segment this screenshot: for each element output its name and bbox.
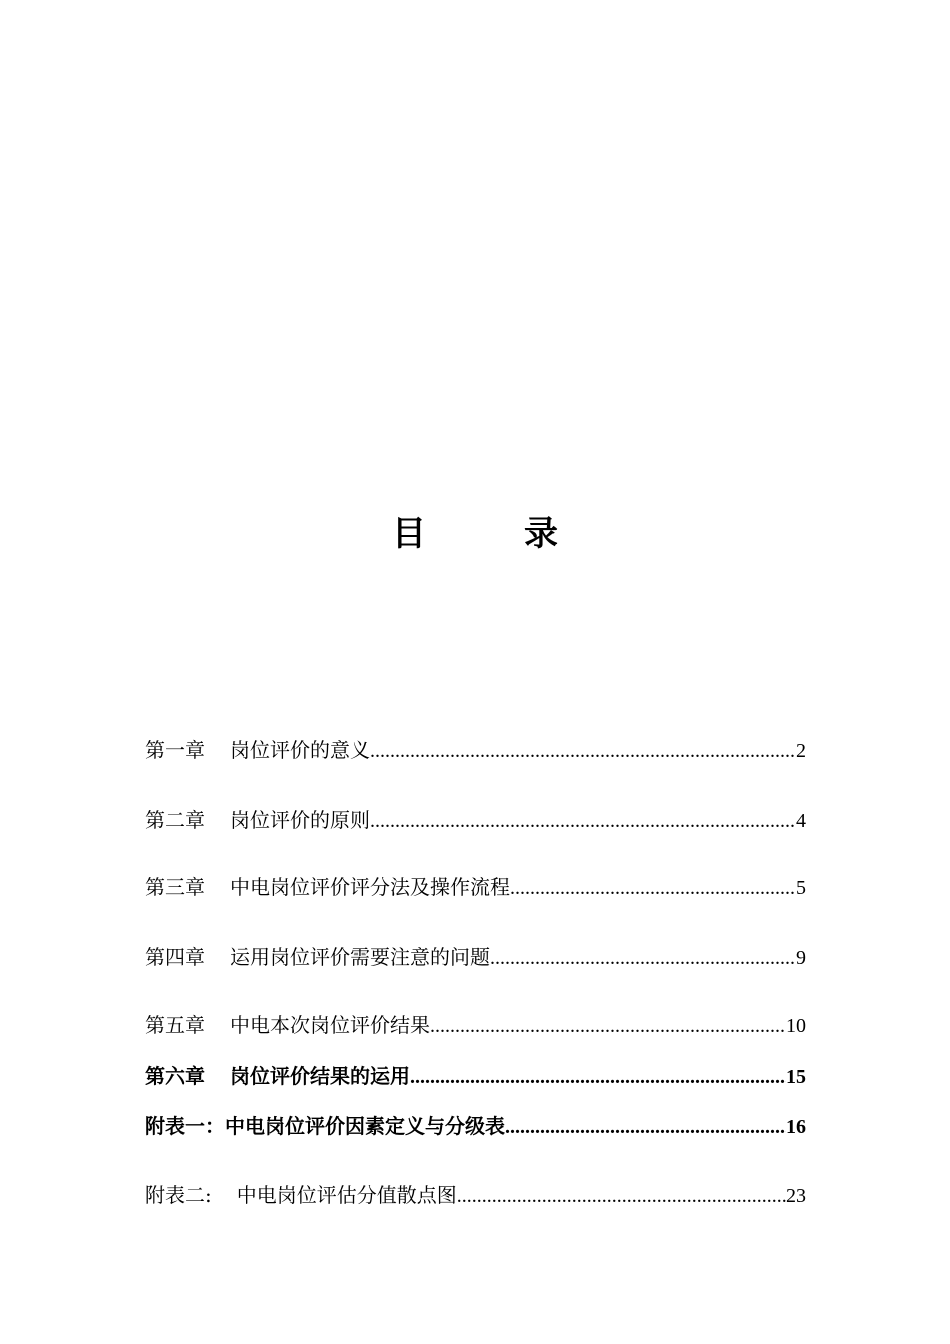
toc-entry-title: 中电岗位评估分值散点图 [236, 1183, 457, 1207]
toc-page-number: 2 [796, 740, 806, 762]
toc-chapter-label: 第一章 [145, 738, 205, 762]
toc-entry-title: 中电岗位评价评分法及操作流程 [230, 875, 510, 899]
toc-leader-dots [370, 737, 796, 765]
toc-entry-title: 运用岗位评价需要注意的问题 [230, 945, 490, 969]
toc-page-number: 10 [786, 1015, 806, 1037]
toc-leader-dots [457, 1182, 786, 1210]
toc-chapter-label: 第三章 [145, 875, 205, 899]
toc-leader-dots [370, 807, 796, 835]
toc-entry-7[interactable] [145, 1112, 806, 1140]
page-title: 目 录 [392, 514, 590, 554]
toc-chapter-label: 附表二: [145, 1183, 212, 1207]
toc-entry-title: 岗位评价的原则 [230, 808, 370, 832]
toc-entry-2[interactable] [145, 806, 806, 834]
toc-chapter-label: 第五章 [145, 1013, 205, 1037]
toc-page-number: 15 [786, 1066, 806, 1088]
toc-entry-8[interactable] [145, 1181, 806, 1209]
toc-leader-dots [505, 1113, 786, 1141]
toc-entry-1[interactable] [145, 736, 806, 764]
toc-chapter-label: 第六章 [145, 1064, 205, 1088]
toc-chapter-label: 第四章 [145, 945, 205, 969]
toc-entry-5[interactable] [145, 1011, 806, 1039]
toc-chapter-label: 附表一： [145, 1114, 225, 1138]
toc-leader-dots [510, 874, 796, 902]
toc-entry-title: 岗位评价结果的运用 [230, 1064, 410, 1088]
toc-page-number: 23 [786, 1185, 806, 1207]
toc-entry-4[interactable] [145, 943, 806, 971]
toc-entry-3[interactable] [145, 873, 806, 901]
toc-entry-title: 岗位评价的意义 [230, 738, 370, 762]
toc-page-number: 16 [786, 1116, 806, 1138]
toc-page-number: 5 [796, 877, 806, 899]
toc-entry-title: 中电岗位评价因素定义与分级表 [225, 1114, 505, 1138]
toc-leader-dots [490, 944, 796, 972]
toc-entry-title: 中电本次岗位评价结果 [230, 1013, 430, 1037]
toc-page-number: 4 [796, 810, 806, 832]
toc-leader-dots [430, 1012, 786, 1040]
toc-entry-6[interactable] [145, 1062, 806, 1090]
toc-chapter-label: 第二章 [145, 808, 205, 832]
toc-page-number: 9 [796, 947, 806, 969]
toc-leader-dots [410, 1063, 786, 1091]
